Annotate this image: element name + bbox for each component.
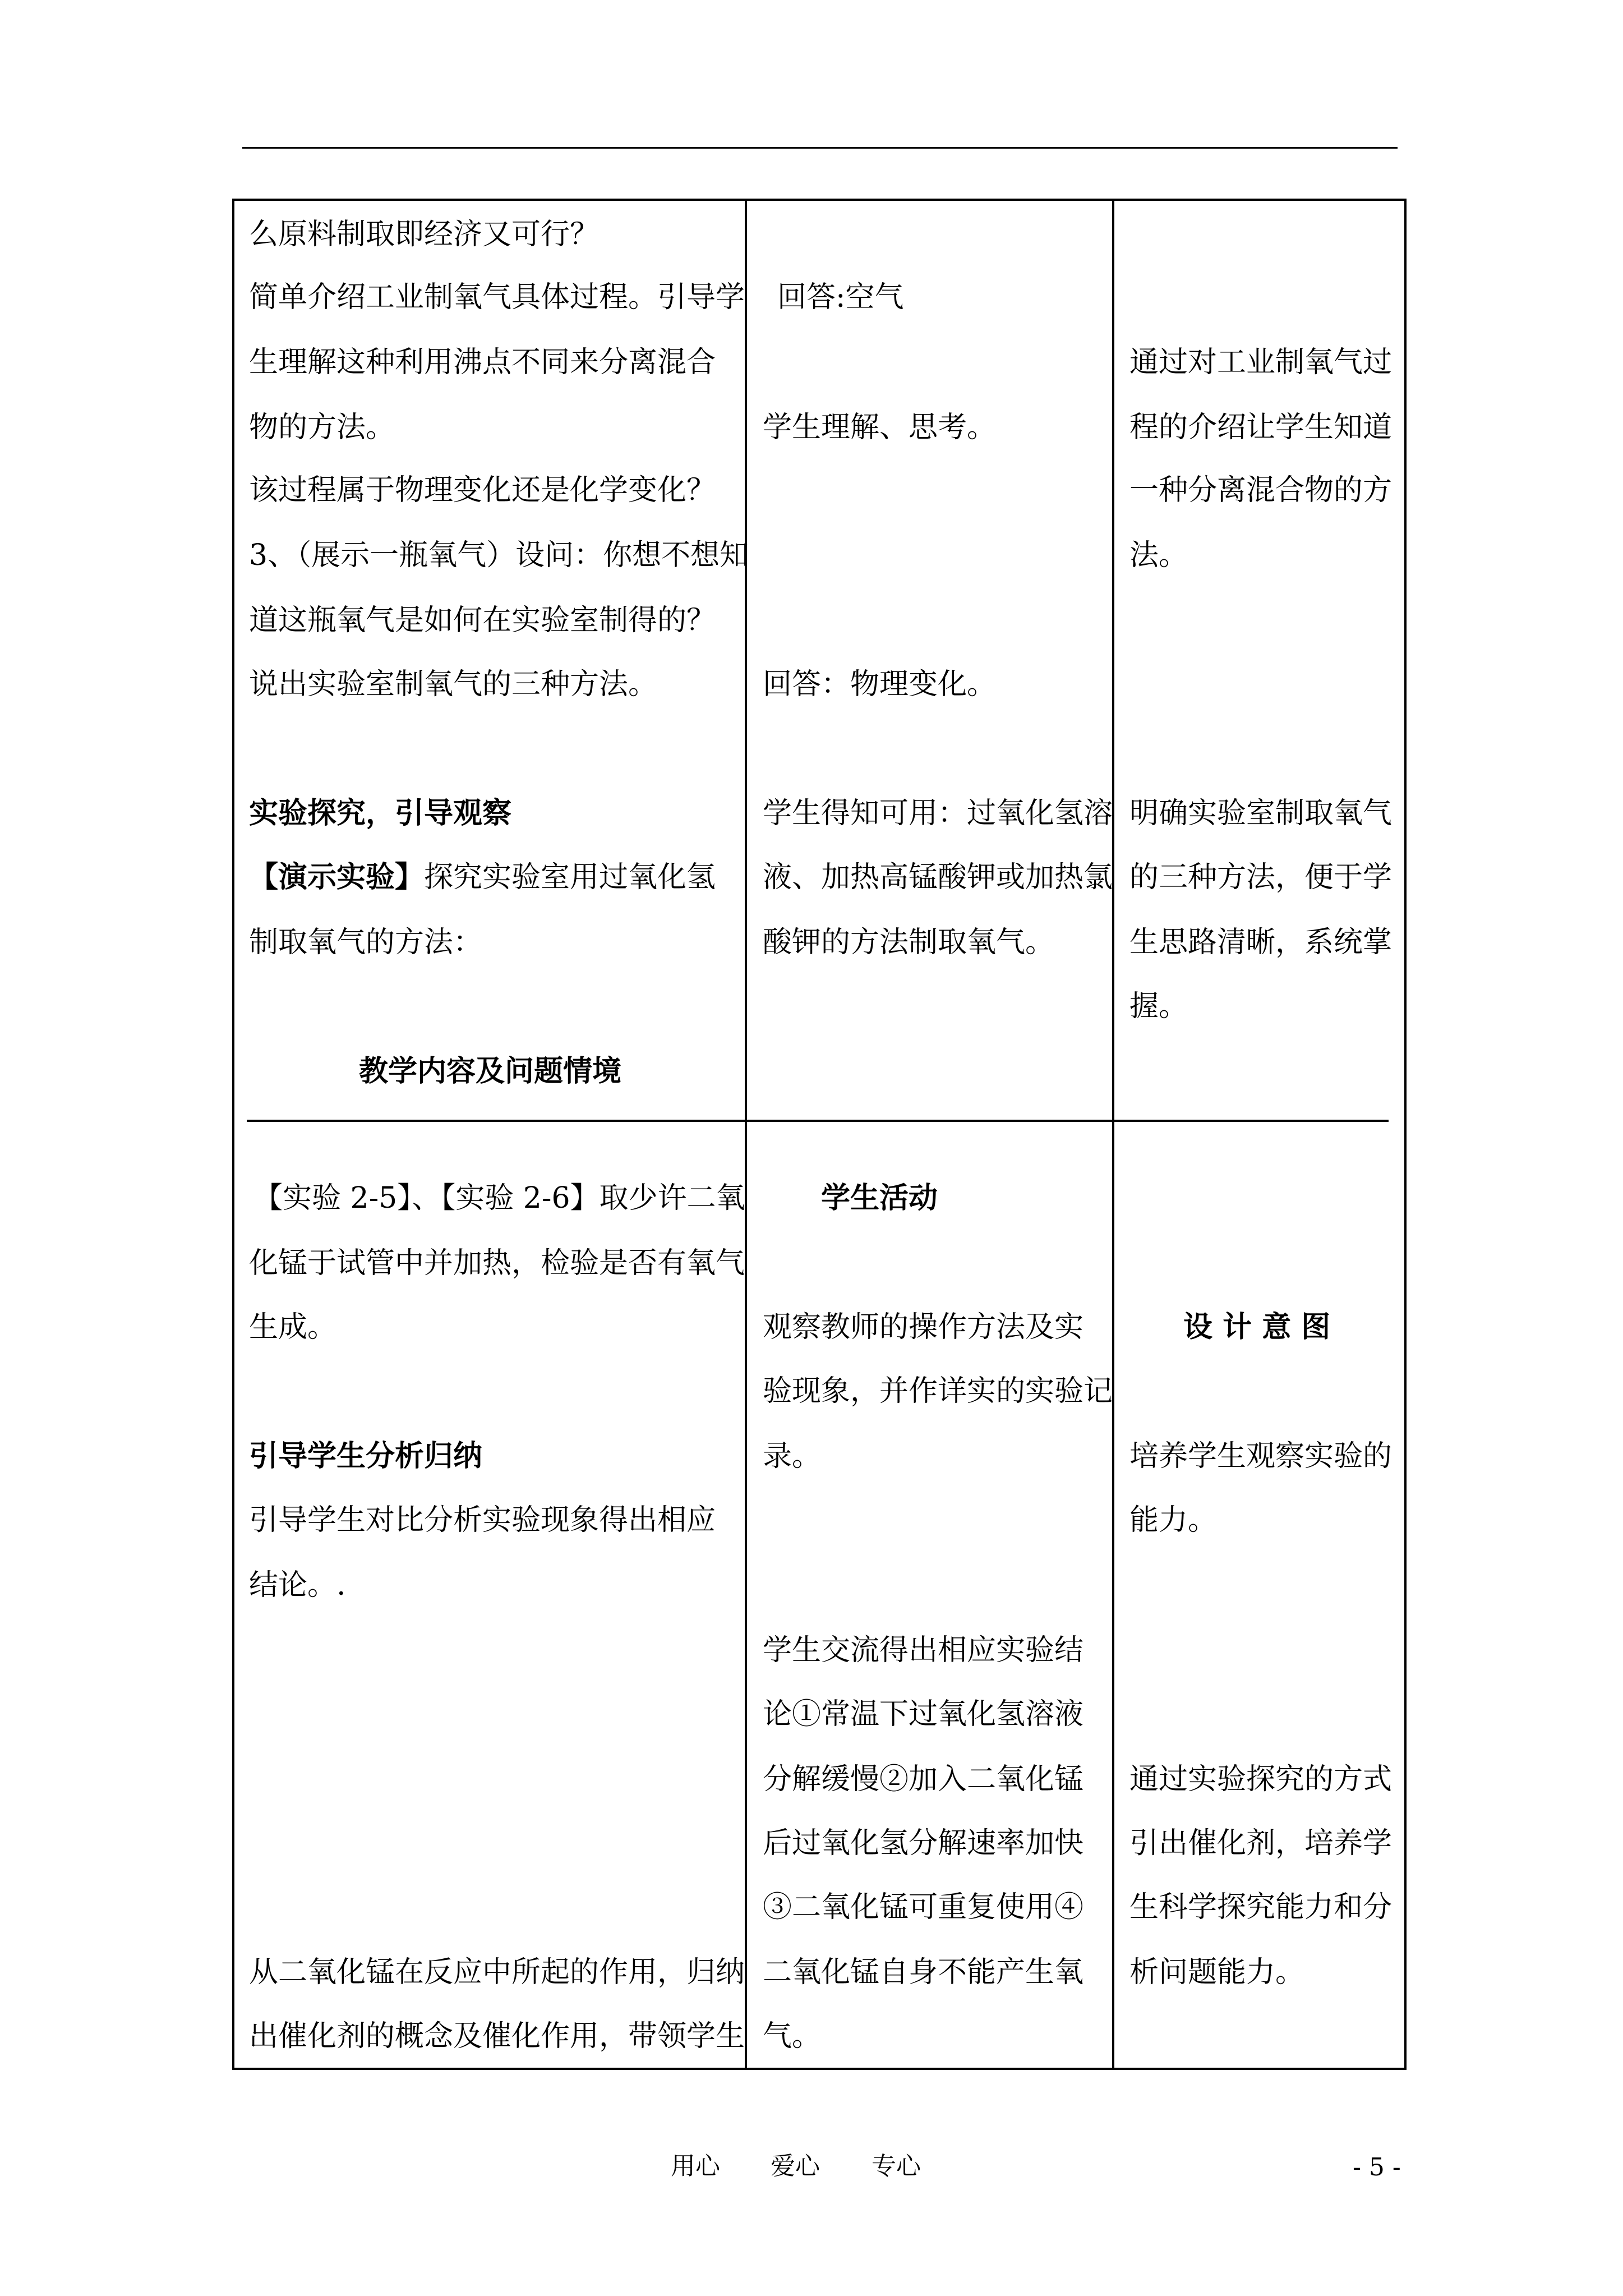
text-line: 说出实验室制氧气的三种方法。 <box>249 668 658 701</box>
text-line: 验现象，并作详实的实验记 <box>763 1374 1113 1408</box>
text-line: 能力。 <box>1129 1503 1218 1537</box>
text-line: 么原料制取即经济又可行？ <box>249 218 600 251</box>
table-left-border <box>232 199 234 2070</box>
text-line: 观察教师的操作方法及实 <box>763 1310 1084 1344</box>
text-line: 结论。. <box>249 1568 346 1602</box>
section-divider <box>247 1120 1389 1122</box>
column-divider-2 <box>1112 199 1114 2070</box>
text-line: 学生交流得出相应实验结 <box>763 1634 1084 1667</box>
text-line: 一种分离混合物的方 <box>1129 473 1393 507</box>
text-line: 液、加热高锰酸钾或加热氯 <box>763 861 1113 894</box>
text-line: 后过氧化氢分解速率加快 <box>763 1826 1084 1860</box>
text-line: 道这瓶氧气是如何在实验室制得的？ <box>249 604 716 637</box>
student-answer-air: 回答:空气 <box>777 280 904 314</box>
text-line: 析问题能力。 <box>1129 1955 1305 1989</box>
footer-middle: 爱心 <box>771 2152 820 2180</box>
text-line: 该过程属于物理变化还是化学变化？ <box>249 473 716 507</box>
text-line: 通过实验探究的方式 <box>1129 1763 1393 1796</box>
demo-experiment-label: 【演示实验】 <box>249 860 425 894</box>
page-number: - 5 - <box>1353 2153 1401 2182</box>
header-rule <box>242 147 1398 149</box>
column-divider-1 <box>745 199 747 2070</box>
table-bottom-border <box>232 2068 1407 2070</box>
text-line: 生思路清晰，系统掌 <box>1129 926 1393 959</box>
table-right-border <box>1404 199 1407 2070</box>
guide-line-part1: 引 <box>249 1503 279 1537</box>
text-line: 分解缓慢②加入二氧化锰 <box>763 1763 1084 1796</box>
text-line: 生理解这种利用沸点不同来分离混合 <box>249 346 716 379</box>
heading-guide-analysis <box>249 1439 483 1473</box>
text-line: 气。 <box>763 2019 822 2053</box>
guide-line-part2: 导学生对比分析实验现象得出相应 <box>278 1503 716 1537</box>
text-line: 程的介绍让学生知道 <box>1129 411 1393 444</box>
section-header-design-intent: 设 计 意 图 <box>1183 1310 1331 1344</box>
table-top-border <box>232 199 1407 201</box>
text-line: 握。 <box>1129 990 1188 1023</box>
text-line: 生科学探究能力和分 <box>1129 1890 1393 1924</box>
text-line: 二氧化锰自身不能产生氧 <box>763 1955 1084 1989</box>
text-line: 明确实验室制取氧气 <box>1129 797 1393 830</box>
text-line: 培养学生观察实验的 <box>1129 1439 1393 1473</box>
text-line: 出催化剂的概念及催化作用，带领学生 <box>249 2019 745 2053</box>
heading-guide-analysis-part1: 引导学生分 <box>249 1439 395 1473</box>
text-line: 酸钾的方法制取氧气。 <box>763 926 1055 959</box>
text-line: 录。 <box>763 1439 822 1473</box>
text-line: 物的方法。 <box>249 411 395 444</box>
footer-left: 用心 <box>671 2152 720 2180</box>
demo-experiment-line <box>249 860 716 894</box>
student-answer-physical: 回答：物理变化。 <box>763 668 997 701</box>
text-line: 制取氧气的方法： <box>249 926 483 959</box>
section-header-student-activity: 学生活动 <box>821 1181 938 1215</box>
text-line: 法。 <box>1129 539 1188 572</box>
text-line: 学生得知可用：过氧化氢溶 <box>763 797 1113 830</box>
text-line: 【实验 2-5】、【实验 2-6】取少许二氧 <box>253 1181 745 1215</box>
text-line: 从二氧化锰在反应中所起的作用，归纳 <box>249 1955 745 1989</box>
guide-line <box>249 1503 716 1537</box>
heading-experiment-inquiry: 实验探究，引导观察 <box>249 796 512 830</box>
text-line: 化锰于试管中并加热，检验是否有氧气 <box>249 1246 745 1280</box>
text-line: 通过对工业制氧气过 <box>1129 346 1393 379</box>
text-line: ③二氧化锰可重复使用④ <box>763 1890 1084 1924</box>
section-header-teaching-content: 教学内容及问题情境 <box>359 1054 622 1088</box>
text-line: 论①常温下过氧化氢溶液 <box>763 1697 1084 1731</box>
text-line: 的三种方法，便于学 <box>1129 861 1393 894</box>
student-understand: 学生理解、思考。 <box>763 411 997 444</box>
footer-right: 专心 <box>872 2152 921 2180</box>
text-line: 引出催化剂，培养学 <box>1129 1826 1393 1860</box>
demo-experiment-text: 探究实验室用过氧化氢 <box>424 861 716 894</box>
heading-guide-analysis-part2: 析归纳 <box>395 1439 483 1473</box>
text-line: 生成。 <box>249 1310 337 1344</box>
text-line: 3、（展示一瓶氧气）设问：你想不想知 <box>249 539 749 572</box>
text-line: 简单介绍工业制氧气具体过程。引导学 <box>249 280 745 314</box>
